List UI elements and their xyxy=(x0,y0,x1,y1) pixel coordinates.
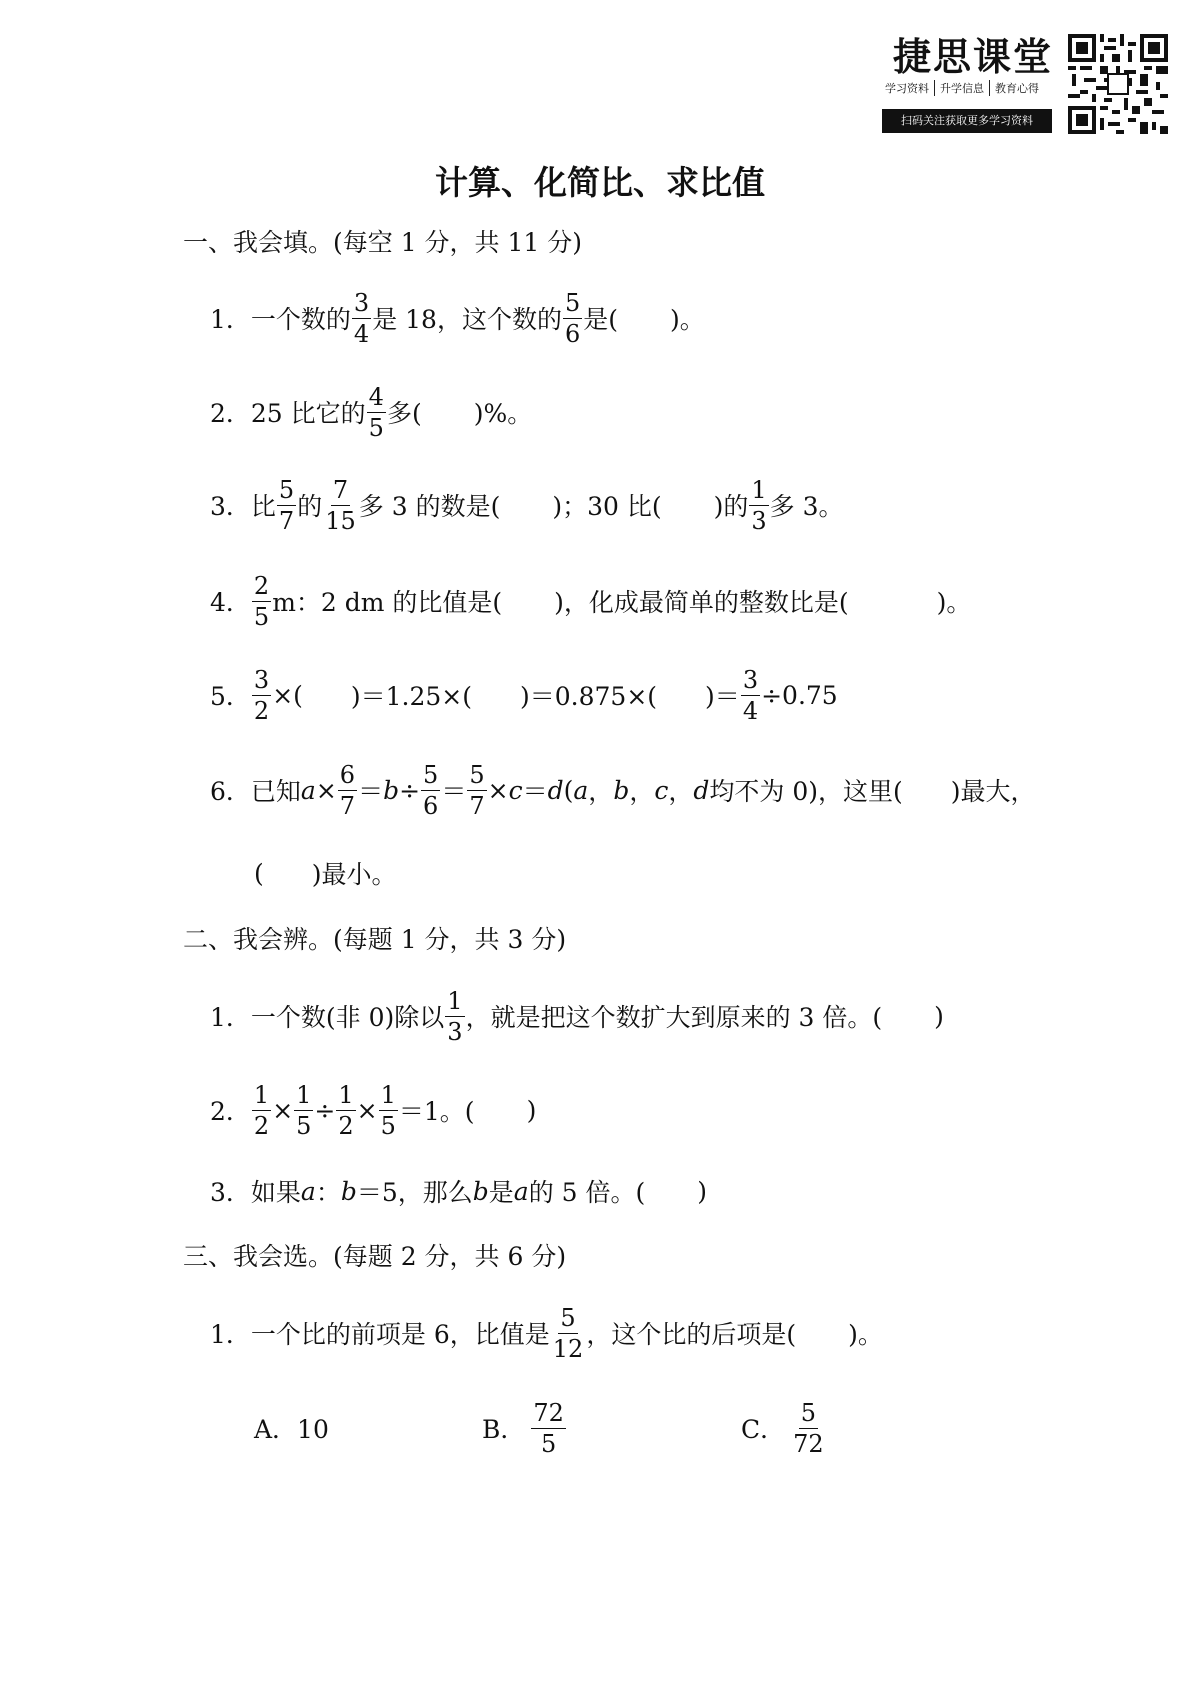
option-a[interactable]: A．10 xyxy=(254,1415,329,1444)
fraction: $\frac{1}{5}$ xyxy=(296,1080,312,1140)
question-1-3: 3． 比 $\frac{5}{7}$ 的 $\frac{7}{15}$ 多 3 的数是( )；30 比( )的 $\frac{1}{3}$ 多 3。 xyxy=(210,475,844,535)
question-1-4: 4． $\frac{2}{5}$ m：2 dm 的比值是( )，化成最简单的整数比是( )。 xyxy=(210,571,972,631)
fraction: $\frac{5}{7}$ xyxy=(469,760,485,820)
question-2-1: 1． 一个数(非 0)除以 $\frac{1}{3}$ ，就是把这个数扩大到原来的 3 倍。( ) xyxy=(210,986,944,1046)
question-2-3: 3． 如果 a ： b ＝5，那么 b 是 a 的 5 倍。( ) xyxy=(210,1176,708,1207)
fraction: $\frac{1}{2}$ xyxy=(338,1080,354,1140)
brand-tag: 升学信息 xyxy=(934,80,989,96)
fraction: $\frac{7}{15}$ xyxy=(325,475,356,535)
fraction: $\frac{6}{7}$ xyxy=(339,760,356,820)
fraction: $\frac{2}{5}$ xyxy=(253,571,270,631)
question-1-6: 6． 已知 a × $\frac{6}{7}$ ＝ b ÷ $\frac{5}{6}$ ＝ $\frac{5}{7}$ × c ＝ d ( a ， b ， c ， d 均不为 0)，这里( )最大， xyxy=(210,760,1036,820)
question-1-1: 1． 一个数的 $\frac{3}{4}$ 是 18，这个数的 $\frac{5}{6}$ 是( )。 xyxy=(210,288,705,348)
fraction: $\frac{5}{72}$ xyxy=(793,1398,824,1458)
fraction: $\frac{1}{3}$ xyxy=(447,986,463,1046)
fraction: $\frac{3}{2}$ xyxy=(253,665,270,725)
fraction: $\frac{5}{6}$ xyxy=(564,288,581,348)
question-1-6-continued: ( )最小。 xyxy=(254,858,397,889)
fraction: $\frac{5}{6}$ xyxy=(423,760,439,820)
brand-tags xyxy=(885,80,1044,96)
question-1-2: 2． 25 比它的 $\frac{4}{5}$ 多( )%。 xyxy=(210,382,533,442)
section-heading-judge: 二、我会辨。(每题 1 分，共 3 分) xyxy=(183,925,567,954)
question-1-5: 5． $\frac{3}{2}$ ×( )＝1.25×( )＝0.875×( )＝ $\frac{3}{4}$ ÷0.75 xyxy=(210,665,838,725)
fraction: $\frac{1}{5}$ xyxy=(380,1080,396,1140)
option-c[interactable]: C． $\frac{5}{72}$ xyxy=(741,1398,824,1458)
page-title: 计算、化简比、求比值 xyxy=(435,163,765,202)
fraction: $\frac{3}{4}$ xyxy=(742,665,759,725)
fraction: $\frac{1}{3}$ xyxy=(751,475,767,535)
fraction: $\frac{1}{2}$ xyxy=(253,1080,270,1140)
fraction: $\frac{5}{12}$ xyxy=(552,1303,584,1363)
brand-banner: 扫码关注获取更多学习资料 xyxy=(882,109,1052,133)
question-3-1: 1． 一个比的前项是 6，比值是 $\frac{5}{12}$ ，这个比的后项是( )。 xyxy=(210,1303,883,1363)
fraction: $\frac{5}{7}$ xyxy=(278,475,295,535)
fraction: $\frac{4}{5}$ xyxy=(368,382,384,442)
section-heading-fill: 一、我会填。(每空 1 分，共 11 分) xyxy=(183,228,583,257)
question-2-2: 2． $\frac{1}{2}$ × $\frac{1}{5}$ ÷ $\frac{1}{2}$ × $\frac{1}{5}$ ＝1。( ) xyxy=(210,1080,537,1140)
brand-tag: 学习资料 xyxy=(885,82,929,95)
fraction: $\frac{72}{5}$ xyxy=(533,1398,564,1458)
fraction: $\frac{3}{4}$ xyxy=(353,288,370,348)
qr-code-icon[interactable] xyxy=(1068,34,1168,134)
brand-name: 捷思课堂 xyxy=(893,34,1054,79)
brand-tag: 教育心得 xyxy=(989,80,1044,96)
section-heading-choose: 三、我会选。(每题 2 分，共 6 分) xyxy=(183,1242,567,1271)
option-b[interactable]: B． $\frac{72}{5}$ xyxy=(482,1398,564,1458)
